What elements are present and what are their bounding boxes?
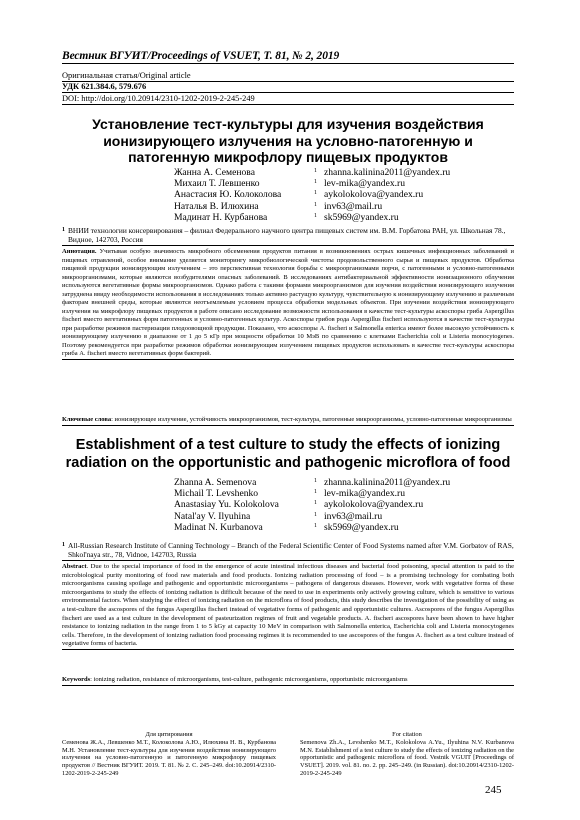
author-affiliation-mark: 1 — [314, 478, 317, 484]
author-row — [174, 189, 534, 200]
citation-ru-header: Для цитирования — [145, 731, 193, 738]
affiliation-en — [62, 541, 514, 561]
author-row — [174, 212, 534, 223]
citation-en-text: Semenova Zh.A., Levshenko M.T., Kolokolova A.Yu., Ilyuhina N.V. Kurbanova M.N. Establishment of a test culture to study the effects of ionizing radiation on the opportunistic and pathogenic microflora of food. Vestnik VGUIT [Proceedings of VSUET]. 2019. vol. 81. no. 2. pp. 245–249. (in Russian). doi:10.20914/2310-1202-2019-2-245-249 — [300, 738, 514, 777]
affiliation-ru-number: 1 — [62, 227, 65, 233]
keywords-ru-label: Ключевые слова — [62, 416, 112, 423]
author-row — [174, 477, 534, 488]
author-affiliation-mark: 1 — [314, 522, 317, 529]
abstract-en-text: . Due to the special importance of food in the emergence of acute intestinal infectious diseases and bacterial food poisoning, special attention is paid to the microbiological purity monitoring of food raw materials and food products. Ionizing radiation processing of food – is a promising technology for combating both microorganisms causing spoilage and pathogenic and opportunistic microorganisms – pathogens of dangerous diseases. However, work with vegetative forms of these microorganisms to study the effects of ionizing radiation is difficult because of the need to use in experiments only actively growing culture, which is sensitive to various environmental factors. When studying the effect of ionizing radiation on the microflora of food products, this study describes the investigation of the possibility of using as a test-culture the ascospores of the fungus Aspergillus fischeri instead of vegetative forms of pathogenic and opportunistic cultures. Ascospores of the fungus Aspergillus fischeri are used as a test culture in the development of pasteurization regimes of fruit and vegetable products. A. fischeri ascospores have been shown to have higher resistance to ionizing radiation in the range from 1 to 5 kGy at capacity 10 MeV in comparison with Salmonella enterica, Escherichia coli and Listeria monocytogenes cells. Therefore, in the development of ionizing radiation food processing regimes it is recommended to use ascospores of the fungus A. fischeri as a test culture instead of vegetative forms of bacteria. — [62, 563, 514, 648]
journal-header: Вестник ВГУИТ/Proceedings of VSUET, Т. 81, № 2, 2019 — [62, 50, 514, 64]
abstract-en — [62, 563, 514, 650]
citation-ru-text: Семенова Ж.А., Левшенко М.Т., Колоколова А.Ю., Илюхина Н. В., Курбанова М.Н. Установление тест-культуры для изучения воздействия ионизирующего излучения на условно-патогенную и патогенную микрофлору пищевых продуктов // Вестник ВГУИТ. 2019. Т. 81. № 2. С. 245–249. doi:10.20914/2310-1202-2019-2-245-249 — [62, 738, 276, 777]
author-affiliation-mark: 1 — [314, 179, 317, 186]
author-row — [174, 178, 534, 189]
author-email[interactable]: lev-mika@yandex.ru — [324, 178, 406, 190]
keywords-en-text: : ionizing radiation, resistance of microorganisms, test-culture, pathogenic microorganisms, opportunistic microorganisms — [90, 676, 408, 683]
author-name: Natal'ay V. Ilyuhina — [174, 510, 251, 522]
author-name: Наталья В. Илюхина — [174, 200, 259, 212]
citation-ru — [62, 731, 276, 778]
author-name: Zhanna A. Semenova — [174, 477, 257, 488]
author-email[interactable]: zhanna.kalinina2011@yandex.ru — [324, 477, 451, 488]
keywords-en — [62, 676, 514, 686]
keywords-en-label: Keywords — [62, 676, 91, 683]
abstract-en-label: Abstract — [62, 563, 87, 570]
author-affiliation-mark: 1 — [314, 190, 317, 197]
affiliation-en-number: 1 — [62, 542, 65, 548]
author-affiliation-mark: 1 — [314, 168, 317, 174]
author-row — [174, 499, 534, 510]
affiliation-ru-text: ВНИИ технологии консервирования – филиал Федерального научного центра пищевых систем им. В.М. Горбатова РАН, ул. Школьная 78., Видное, 142703, Россия — [68, 226, 506, 244]
udk-code: УДК 621.384.6, 579.676 — [62, 82, 514, 93]
abstract-ru-text: Учитывая особую значимость микробного обсеменения продуктов питания в возникновениях острых кишечных инфекционных заболеваний и пищевых отравлений, особое внимание уделяется мониторингу микробиологической чистоты продовольственного сырья и пищевых продуктов. Обработка пищевой продукции ионизирующим излучением – это перспективная технология борьбы с микроорганизмами порчи, с патогенными и условно-патогенными микроорганизмами, которые являются возбудителями опасных заболеваний. В исследованиях антибактериальной эффективности ионизационного облучения используются вегетативные формы микроорганизмов. Однако работа с такими формами микроорганизмов для изучения воздействия ионизирующего излучения затруднена ввиду необходимости использования в исследованиях только активно растущую культуру, чувствительную к ионизирующему излучению и различным факторам внешней среды, которые являются неотъемлемым условием процесса обработки модельных объектов. При изучении воздействия ионизирующего излучения на микрофлору пищевых продуктов в работе описано исследование возможности использования в качестве тест-культуры аскоспоры гриба Aspergillus fischeri вместо вегетативных форм патогенных и условно-патогенных культур. Аскоспоры грибов рода Aspergillus fischeri используются в качестве тест-культуры при разработке режимов пастеризации плодоовощной продукции. Показано, что аскоспоры A. fischeri и Salmonella enterica имеют более высокую устойчивость к ионизирующему излучению в диапазоне от 1 до 5 кГр при мощности обработки 10 МэВ по сравнению с клетками Escherichia coli и Listeria monocytogenes. Поэтому рекомендуется при разработке режимов обработки ионизирующим излучением пищевых продуктов использовать в качестве тест-культуры аскоспоры гриба A. fischeri вместо вегетативных форм бактерий. — [62, 248, 515, 357]
authors-en — [174, 477, 534, 533]
citation-en-header: For citation — [392, 731, 422, 738]
author-name: Анастасия Ю. Колоколова — [174, 189, 282, 201]
author-name: Мадинат Н. Курбанова — [174, 211, 268, 223]
keywords-ru-text: : ионизирующее излучение, устойчивость микроорганизмов, тест-культура, патогенные микроорганизмы, условно-патогенные микроорганизмы — [111, 416, 512, 423]
authors-ru — [174, 167, 534, 223]
author-row — [174, 201, 534, 212]
article-title-ru: Установление тест-культуры для изучения воздействия ионизирующего излучения на условно-патогенную и патогенную микрофлору пищевых продуктов — [92, 116, 484, 165]
author-email[interactable]: aykolokolova@yandex.ru — [324, 189, 424, 201]
author-row — [174, 167, 534, 178]
author-email[interactable]: zhanna.kalinina2011@yandex.ru — [324, 167, 451, 178]
author-name: Михаил Т. Левшенко — [174, 178, 260, 190]
author-name: Madinat N. Kurbanova — [174, 521, 263, 533]
author-affiliation-mark: 1 — [314, 511, 317, 518]
author-affiliation-mark: 1 — [314, 500, 317, 507]
author-row — [174, 522, 534, 533]
doi-link[interactable]: DOI: http://doi.org/10.20914/2310-1202-2019-2-245-249 — [62, 94, 514, 105]
author-email[interactable]: sk5969@yandex.ru — [324, 521, 399, 533]
author-email[interactable]: inv63@mail.ru — [324, 510, 383, 522]
article-title-en: Establishment of a test culture to study the effects of ionizing radiation on the opportunistic and pathogenic microflora of food — [65, 437, 511, 471]
keywords-ru — [62, 416, 514, 426]
affiliation-ru — [62, 226, 514, 246]
author-name: Жанна А. Семенова — [174, 167, 255, 178]
abstract-ru-label: Аннотация. — [62, 248, 97, 255]
citation-en — [300, 731, 514, 778]
abstract-ru — [62, 248, 514, 360]
page-number: 245 — [485, 784, 502, 796]
author-name: Anastasiay Yu. Kolokolova — [174, 499, 279, 511]
author-row — [174, 488, 534, 499]
author-email[interactable]: lev-mika@yandex.ru — [324, 488, 406, 500]
author-affiliation-mark: 1 — [314, 201, 317, 208]
author-email[interactable]: inv63@mail.ru — [324, 200, 383, 212]
affiliation-en-text: All-Russian Research Institute of Canning Technology – Branch of the Federal Scientific Center of Food Systems named after V.M. Gorbatov of RAS, Shkol'naya str., 78, Vidnoe, 142703, Russia — [68, 541, 514, 559]
author-email[interactable]: sk5969@yandex.ru — [324, 211, 399, 223]
author-affiliation-mark: 1 — [314, 489, 317, 496]
author-row — [174, 511, 534, 522]
article-type: Оригинальная статья/Original article — [62, 71, 514, 82]
author-email[interactable]: aykolokolova@yandex.ru — [324, 499, 424, 511]
author-affiliation-mark: 1 — [314, 212, 317, 219]
author-name: Michail T. Levshenko — [174, 488, 259, 500]
